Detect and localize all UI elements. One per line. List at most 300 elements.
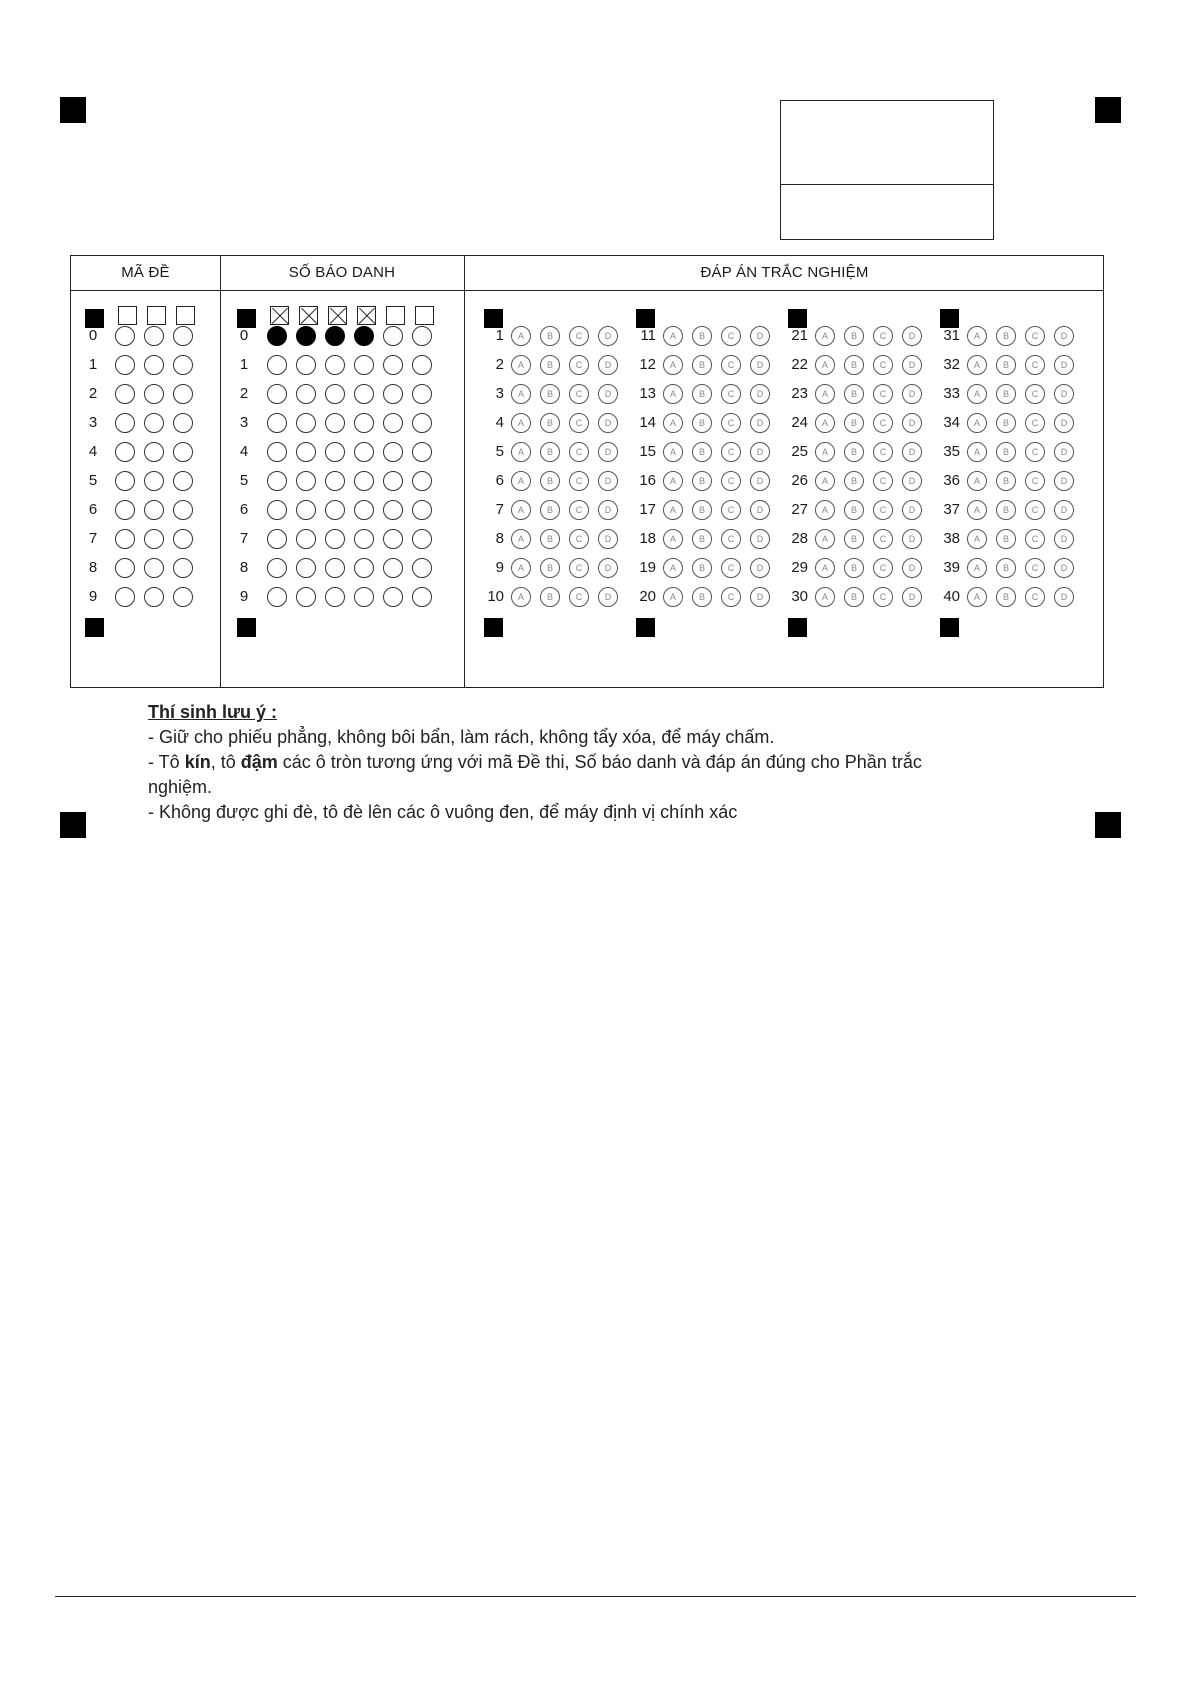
- sbd-bubble[interactable]: [354, 529, 374, 549]
- answer-bubble-d[interactable]: D: [598, 471, 618, 491]
- answer-bubble-c[interactable]: C: [569, 529, 589, 549]
- answer-bubble-a[interactable]: A: [663, 326, 683, 346]
- sbd-bubble[interactable]: [296, 587, 316, 607]
- sbd-bubble[interactable]: [296, 384, 316, 404]
- answer-bubble-c[interactable]: C: [1025, 413, 1045, 433]
- answer-bubble-c[interactable]: C: [569, 326, 589, 346]
- sbd-bubble[interactable]: [296, 355, 316, 375]
- answer-bubble-c[interactable]: C: [1025, 500, 1045, 520]
- answer-bubble-b[interactable]: B: [996, 384, 1016, 404]
- ma-de-bubble[interactable]: [144, 471, 164, 491]
- timing-mark: [636, 618, 655, 637]
- answer-bubble-b[interactable]: B: [844, 587, 864, 607]
- answer-bubble-c[interactable]: C: [569, 500, 589, 520]
- sbd-bubble[interactable]: [267, 558, 287, 578]
- ma-de-entry-box[interactable]: [147, 306, 166, 325]
- answer-bubble-a[interactable]: A: [967, 442, 987, 462]
- sbd-bubble[interactable]: [296, 558, 316, 578]
- sbd-bubble[interactable]: [412, 558, 432, 578]
- answer-bubble-c[interactable]: C: [1025, 442, 1045, 462]
- answer-bubble-c[interactable]: C: [721, 558, 741, 578]
- question-number: 25: [791, 443, 808, 460]
- sbd-bubble[interactable]: [325, 355, 345, 375]
- sbd-bubble[interactable]: [267, 529, 287, 549]
- question-number: 26: [791, 472, 808, 489]
- answer-bubble-b[interactable]: B: [844, 471, 864, 491]
- answer-bubble-b[interactable]: B: [844, 384, 864, 404]
- answer-bubble-b[interactable]: B: [692, 529, 712, 549]
- sbd-bubble[interactable]: [383, 558, 403, 578]
- answer-bubble-d[interactable]: D: [598, 558, 618, 578]
- sbd-bubble-filled[interactable]: [267, 326, 287, 346]
- answer-bubble-b[interactable]: B: [540, 587, 560, 607]
- ma-de-bubble[interactable]: [115, 413, 135, 433]
- answer-bubble-c[interactable]: C: [873, 529, 893, 549]
- answer-bubble-c[interactable]: C: [1025, 529, 1045, 549]
- sbd-digit-label: 9: [239, 588, 249, 605]
- question-number: 36: [943, 472, 960, 489]
- answer-bubble-b[interactable]: B: [996, 471, 1016, 491]
- answer-bubble-c[interactable]: C: [1025, 326, 1045, 346]
- sbd-bubble[interactable]: [267, 442, 287, 462]
- sbd-bubble[interactable]: [383, 587, 403, 607]
- ma-de-bubble[interactable]: [115, 326, 135, 346]
- answer-bubble-d[interactable]: D: [1054, 500, 1074, 520]
- answer-bubble-c[interactable]: C: [721, 500, 741, 520]
- sbd-bubble[interactable]: [267, 471, 287, 491]
- sbd-digit-label: 0: [239, 327, 249, 344]
- answer-bubble-a[interactable]: A: [663, 442, 683, 462]
- answer-bubble-b[interactable]: B: [692, 558, 712, 578]
- answer-bubble-b[interactable]: B: [844, 413, 864, 433]
- sbd-bubble[interactable]: [325, 529, 345, 549]
- answer-bubble-d[interactable]: D: [1054, 355, 1074, 375]
- answer-bubble-d[interactable]: D: [902, 500, 922, 520]
- answer-bubble-b[interactable]: B: [996, 587, 1016, 607]
- timing-mark: [237, 618, 256, 637]
- answer-bubble-c[interactable]: C: [569, 587, 589, 607]
- answer-bubble-c[interactable]: C: [1025, 355, 1045, 375]
- ma-de-bubble[interactable]: [173, 500, 193, 520]
- sbd-bubble[interactable]: [325, 413, 345, 433]
- answer-bubble-a[interactable]: A: [663, 413, 683, 433]
- question-number: 33: [943, 385, 960, 402]
- sbd-bubble[interactable]: [383, 384, 403, 404]
- answer-bubble-b[interactable]: B: [540, 558, 560, 578]
- answer-bubble-a[interactable]: A: [663, 587, 683, 607]
- sbd-digit-label: 7: [239, 530, 249, 547]
- answer-bubble-a[interactable]: A: [511, 471, 531, 491]
- sbd-bubble[interactable]: [267, 587, 287, 607]
- answer-bubble-c[interactable]: C: [1025, 587, 1045, 607]
- sbd-bubble[interactable]: [412, 471, 432, 491]
- sbd-entry-box[interactable]: [328, 306, 347, 325]
- answer-bubble-a[interactable]: A: [511, 500, 531, 520]
- sbd-bubble[interactable]: [325, 384, 345, 404]
- answer-bubble-d[interactable]: D: [598, 326, 618, 346]
- answer-bubble-d[interactable]: D: [750, 587, 770, 607]
- answer-bubble-b[interactable]: B: [844, 529, 864, 549]
- sbd-bubble[interactable]: [296, 471, 316, 491]
- question-number: 7: [495, 501, 504, 518]
- answer-bubble-a[interactable]: A: [967, 326, 987, 346]
- answer-bubble-a[interactable]: A: [967, 558, 987, 578]
- ma-de-digit-label: 4: [88, 443, 98, 460]
- answer-bubble-d[interactable]: D: [598, 500, 618, 520]
- answer-bubble-c[interactable]: C: [1025, 471, 1045, 491]
- sbd-bubble[interactable]: [296, 529, 316, 549]
- sbd-bubble[interactable]: [412, 442, 432, 462]
- answer-bubble-c[interactable]: C: [569, 355, 589, 375]
- ma-de-bubble[interactable]: [115, 384, 135, 404]
- sbd-bubble[interactable]: [325, 500, 345, 520]
- answer-bubble-b[interactable]: B: [996, 500, 1016, 520]
- answer-bubble-c[interactable]: C: [569, 471, 589, 491]
- sbd-entry-box[interactable]: [270, 306, 289, 325]
- header-ma-de: MÃ ĐỀ: [121, 264, 170, 281]
- answer-bubble-b[interactable]: B: [540, 529, 560, 549]
- answer-bubble-a[interactable]: A: [815, 500, 835, 520]
- answer-bubble-a[interactable]: A: [663, 500, 683, 520]
- answer-bubble-d[interactable]: D: [750, 326, 770, 346]
- timing-mark: [788, 618, 807, 637]
- question-number: 5: [495, 443, 504, 460]
- answer-bubble-b[interactable]: B: [996, 413, 1016, 433]
- sbd-bubble[interactable]: [412, 529, 432, 549]
- ma-de-bubble[interactable]: [115, 529, 135, 549]
- answer-bubble-a[interactable]: A: [967, 587, 987, 607]
- ma-de-bubble[interactable]: [144, 413, 164, 433]
- sbd-digit-label: 2: [239, 385, 249, 402]
- question-number: 31: [943, 327, 960, 344]
- answer-bubble-d[interactable]: D: [750, 384, 770, 404]
- answer-bubble-d[interactable]: D: [750, 355, 770, 375]
- answer-bubble-d[interactable]: D: [1054, 413, 1074, 433]
- ma-de-bubble[interactable]: [173, 529, 193, 549]
- sbd-bubble[interactable]: [412, 384, 432, 404]
- sbd-bubble[interactable]: [267, 355, 287, 375]
- sbd-bubble[interactable]: [296, 500, 316, 520]
- answer-bubble-a[interactable]: A: [511, 558, 531, 578]
- answer-bubble-d[interactable]: D: [902, 384, 922, 404]
- answer-bubble-d[interactable]: D: [750, 413, 770, 433]
- sbd-bubble[interactable]: [412, 326, 432, 346]
- sbd-bubble[interactable]: [325, 558, 345, 578]
- sbd-bubble[interactable]: [383, 326, 403, 346]
- answer-bubble-d[interactable]: D: [1054, 587, 1074, 607]
- answer-bubble-b[interactable]: B: [540, 413, 560, 433]
- answer-bubble-c[interactable]: C: [721, 326, 741, 346]
- question-number: 28: [791, 530, 808, 547]
- answer-bubble-b[interactable]: B: [692, 326, 712, 346]
- answer-bubble-d[interactable]: D: [902, 558, 922, 578]
- sbd-bubble[interactable]: [325, 587, 345, 607]
- answer-bubble-c[interactable]: C: [721, 442, 741, 462]
- answer-bubble-a[interactable]: A: [511, 355, 531, 375]
- answer-bubble-a[interactable]: A: [511, 529, 531, 549]
- ma-de-bubble[interactable]: [144, 558, 164, 578]
- ma-de-digit-label: 1: [88, 356, 98, 373]
- answer-bubble-b[interactable]: B: [540, 442, 560, 462]
- answer-bubble-c[interactable]: C: [721, 529, 741, 549]
- header-so-bao-danh: SỐ BÁO DANH: [288, 264, 396, 281]
- answer-bubble-c[interactable]: C: [873, 500, 893, 520]
- sbd-bubble[interactable]: [412, 587, 432, 607]
- answer-bubble-d[interactable]: D: [902, 413, 922, 433]
- ma-de-bubble[interactable]: [115, 355, 135, 375]
- sbd-bubble[interactable]: [412, 413, 432, 433]
- answer-bubble-b[interactable]: B: [540, 471, 560, 491]
- answer-bubble-d[interactable]: D: [750, 558, 770, 578]
- answer-bubble-b[interactable]: B: [692, 413, 712, 433]
- sbd-bubble[interactable]: [412, 355, 432, 375]
- answer-bubble-b[interactable]: B: [692, 384, 712, 404]
- ma-de-bubble[interactable]: [144, 326, 164, 346]
- answer-bubble-c[interactable]: C: [873, 384, 893, 404]
- answer-bubble-d[interactable]: D: [902, 326, 922, 346]
- answer-bubble-a[interactable]: A: [967, 355, 987, 375]
- timing-mark: [484, 618, 503, 637]
- answer-bubble-c[interactable]: C: [569, 558, 589, 578]
- answer-bubble-a[interactable]: A: [511, 326, 531, 346]
- answer-bubble-b[interactable]: B: [540, 355, 560, 375]
- answer-bubble-d[interactable]: D: [1054, 529, 1074, 549]
- answer-bubble-a[interactable]: A: [967, 529, 987, 549]
- sbd-bubble[interactable]: [354, 587, 374, 607]
- answer-bubble-a[interactable]: A: [967, 471, 987, 491]
- sbd-bubble[interactable]: [267, 413, 287, 433]
- question-number: 30: [791, 588, 808, 605]
- sbd-bubble[interactable]: [383, 471, 403, 491]
- ma-de-entry-box[interactable]: [176, 306, 195, 325]
- answer-bubble-a[interactable]: A: [967, 413, 987, 433]
- answer-bubble-b[interactable]: B: [844, 558, 864, 578]
- answer-bubble-b[interactable]: B: [692, 471, 712, 491]
- answer-bubble-c[interactable]: C: [873, 558, 893, 578]
- ma-de-entry-box[interactable]: [118, 306, 137, 325]
- answer-bubble-d[interactable]: D: [598, 529, 618, 549]
- answer-bubble-c[interactable]: C: [721, 384, 741, 404]
- answer-bubble-d[interactable]: D: [1054, 442, 1074, 462]
- answer-bubble-c[interactable]: C: [569, 384, 589, 404]
- instructions: [148, 700, 968, 825]
- answer-bubble-a[interactable]: A: [815, 529, 835, 549]
- answer-bubble-a[interactable]: A: [663, 355, 683, 375]
- sbd-bubble[interactable]: [354, 413, 374, 433]
- sbd-bubble[interactable]: [267, 500, 287, 520]
- answer-bubble-a[interactable]: A: [663, 558, 683, 578]
- answer-bubble-a[interactable]: A: [815, 355, 835, 375]
- question-number: 18: [639, 530, 656, 547]
- answer-bubble-b[interactable]: B: [844, 500, 864, 520]
- sbd-bubble[interactable]: [354, 558, 374, 578]
- sbd-bubble[interactable]: [383, 442, 403, 462]
- answer-bubble-b[interactable]: B: [692, 500, 712, 520]
- ma-de-digit-label: 7: [88, 530, 98, 547]
- instruction-line-1: - Giữ cho phiếu phẳng, không bôi bẩn, làm rách, không tẩy xóa, để máy chấm.: [148, 727, 775, 747]
- ma-de-bubble[interactable]: [115, 500, 135, 520]
- sbd-entry-box[interactable]: [299, 306, 318, 325]
- answer-bubble-b[interactable]: B: [844, 442, 864, 462]
- question-number: 27: [791, 501, 808, 518]
- ma-de-bubble[interactable]: [144, 529, 164, 549]
- sbd-bubble[interactable]: [325, 442, 345, 462]
- answer-bubble-b[interactable]: B: [692, 442, 712, 462]
- answer-bubble-d[interactable]: D: [902, 471, 922, 491]
- answer-bubble-c[interactable]: C: [873, 355, 893, 375]
- answer-bubble-d[interactable]: D: [750, 442, 770, 462]
- answer-bubble-b[interactable]: B: [692, 355, 712, 375]
- ma-de-bubble[interactable]: [173, 442, 193, 462]
- answer-bubble-b[interactable]: B: [996, 558, 1016, 578]
- sbd-bubble[interactable]: [354, 384, 374, 404]
- sbd-bubble[interactable]: [354, 442, 374, 462]
- answer-bubble-a[interactable]: A: [511, 587, 531, 607]
- sbd-bubble[interactable]: [383, 529, 403, 549]
- answer-bubble-c[interactable]: C: [873, 326, 893, 346]
- answer-bubble-a[interactable]: A: [511, 442, 531, 462]
- answer-bubble-b[interactable]: B: [540, 326, 560, 346]
- question-number: 39: [943, 559, 960, 576]
- question-number: 22: [791, 356, 808, 373]
- question-number: 6: [495, 472, 504, 489]
- answer-bubble-a[interactable]: A: [511, 384, 531, 404]
- answer-bubble-d[interactable]: D: [598, 587, 618, 607]
- ma-de-bubble[interactable]: [115, 558, 135, 578]
- answer-bubble-a[interactable]: A: [663, 384, 683, 404]
- answer-bubble-c[interactable]: C: [873, 442, 893, 462]
- ma-de-bubble[interactable]: [144, 384, 164, 404]
- answer-bubble-b[interactable]: B: [996, 326, 1016, 346]
- answer-bubble-d[interactable]: D: [598, 413, 618, 433]
- answer-bubble-d[interactable]: D: [598, 384, 618, 404]
- answer-bubble-c[interactable]: C: [873, 471, 893, 491]
- answer-bubble-a[interactable]: A: [511, 413, 531, 433]
- answer-bubble-a[interactable]: A: [815, 442, 835, 462]
- ma-de-bubble[interactable]: [173, 326, 193, 346]
- ma-de-bubble[interactable]: [173, 587, 193, 607]
- instructions-title: Thí sinh lưu ý :: [148, 702, 278, 722]
- question-number: 9: [495, 559, 504, 576]
- sbd-entry-box[interactable]: [386, 306, 405, 325]
- sbd-entry-box[interactable]: [357, 306, 376, 325]
- answer-bubble-b[interactable]: B: [844, 355, 864, 375]
- sbd-bubble[interactable]: [354, 355, 374, 375]
- answer-bubble-d[interactable]: D: [902, 529, 922, 549]
- sbd-bubble-filled[interactable]: [354, 326, 374, 346]
- answer-bubble-c[interactable]: C: [1025, 558, 1045, 578]
- ma-de-bubble[interactable]: [144, 500, 164, 520]
- sbd-digit-label: 8: [239, 559, 249, 576]
- sbd-bubble-filled[interactable]: [296, 326, 316, 346]
- answer-bubble-d[interactable]: D: [750, 529, 770, 549]
- answer-bubble-b[interactable]: B: [996, 529, 1016, 549]
- sbd-bubble[interactable]: [412, 500, 432, 520]
- answer-bubble-d[interactable]: D: [902, 442, 922, 462]
- answer-bubble-d[interactable]: D: [1054, 384, 1074, 404]
- answer-bubble-a[interactable]: A: [967, 384, 987, 404]
- answer-bubble-d[interactable]: D: [750, 500, 770, 520]
- question-number: 19: [639, 559, 656, 576]
- answer-bubble-c[interactable]: C: [569, 413, 589, 433]
- answer-bubble-c[interactable]: C: [873, 413, 893, 433]
- answer-bubble-d[interactable]: D: [1054, 326, 1074, 346]
- answer-bubble-a[interactable]: A: [663, 471, 683, 491]
- sbd-bubble[interactable]: [296, 413, 316, 433]
- ma-de-bubble[interactable]: [173, 413, 193, 433]
- sbd-bubble[interactable]: [296, 442, 316, 462]
- ma-de-bubble[interactable]: [115, 442, 135, 462]
- answer-bubble-a[interactable]: A: [663, 529, 683, 549]
- ma-de-digit-label: 0: [88, 327, 98, 344]
- answer-bubble-b[interactable]: B: [540, 384, 560, 404]
- answer-bubble-a[interactable]: A: [815, 558, 835, 578]
- answer-bubble-b[interactable]: B: [844, 326, 864, 346]
- question-number: 21: [791, 327, 808, 344]
- page-footer-rule: [55, 1596, 1136, 1597]
- answer-bubble-d[interactable]: D: [902, 587, 922, 607]
- sbd-bubble[interactable]: [383, 355, 403, 375]
- sbd-bubble[interactable]: [354, 500, 374, 520]
- answer-bubble-d[interactable]: D: [598, 442, 618, 462]
- answer-bubble-d[interactable]: D: [598, 355, 618, 375]
- answer-bubble-c[interactable]: C: [569, 442, 589, 462]
- ma-de-bubble[interactable]: [144, 355, 164, 375]
- question-number: 4: [495, 414, 504, 431]
- corner-mark-bottom-right: [1095, 812, 1121, 838]
- ma-de-bubble[interactable]: [173, 384, 193, 404]
- answer-bubble-a[interactable]: A: [815, 413, 835, 433]
- answer-bubble-c[interactable]: C: [721, 355, 741, 375]
- ma-de-bubble[interactable]: [115, 587, 135, 607]
- ma-de-bubble[interactable]: [173, 355, 193, 375]
- question-number: 35: [943, 443, 960, 460]
- sbd-bubble[interactable]: [267, 384, 287, 404]
- answer-bubble-b[interactable]: B: [540, 500, 560, 520]
- answer-bubble-d[interactable]: D: [1054, 471, 1074, 491]
- ma-de-bubble[interactable]: [173, 471, 193, 491]
- ma-de-bubble[interactable]: [144, 442, 164, 462]
- sbd-bubble[interactable]: [325, 471, 345, 491]
- answer-bubble-b[interactable]: B: [996, 442, 1016, 462]
- sbd-bubble[interactable]: [383, 500, 403, 520]
- answer-bubble-b[interactable]: B: [692, 587, 712, 607]
- answer-bubble-a[interactable]: A: [967, 500, 987, 520]
- answer-bubble-d[interactable]: D: [902, 355, 922, 375]
- answer-bubble-c[interactable]: C: [721, 587, 741, 607]
- bubble-grid: [71, 256, 1105, 689]
- answer-bubble-a[interactable]: A: [815, 384, 835, 404]
- answer-bubble-c[interactable]: C: [721, 413, 741, 433]
- sbd-bubble[interactable]: [383, 413, 403, 433]
- answer-bubble-c[interactable]: C: [873, 587, 893, 607]
- ma-de-bubble[interactable]: [115, 471, 135, 491]
- answer-bubble-a[interactable]: A: [815, 471, 835, 491]
- answer-bubble-c[interactable]: C: [1025, 384, 1045, 404]
- sbd-bubble[interactable]: [354, 471, 374, 491]
- answer-bubble-a[interactable]: A: [815, 326, 835, 346]
- ma-de-bubble[interactable]: [173, 558, 193, 578]
- ma-de-bubble[interactable]: [144, 587, 164, 607]
- question-number: 29: [791, 559, 808, 576]
- answer-bubble-d[interactable]: D: [750, 471, 770, 491]
- answer-bubble-d[interactable]: D: [1054, 558, 1074, 578]
- answer-bubble-c[interactable]: C: [721, 471, 741, 491]
- answer-bubble-a[interactable]: A: [815, 587, 835, 607]
- sbd-bubble-filled[interactable]: [325, 326, 345, 346]
- answer-bubble-b[interactable]: B: [996, 355, 1016, 375]
- sbd-entry-box[interactable]: [415, 306, 434, 325]
